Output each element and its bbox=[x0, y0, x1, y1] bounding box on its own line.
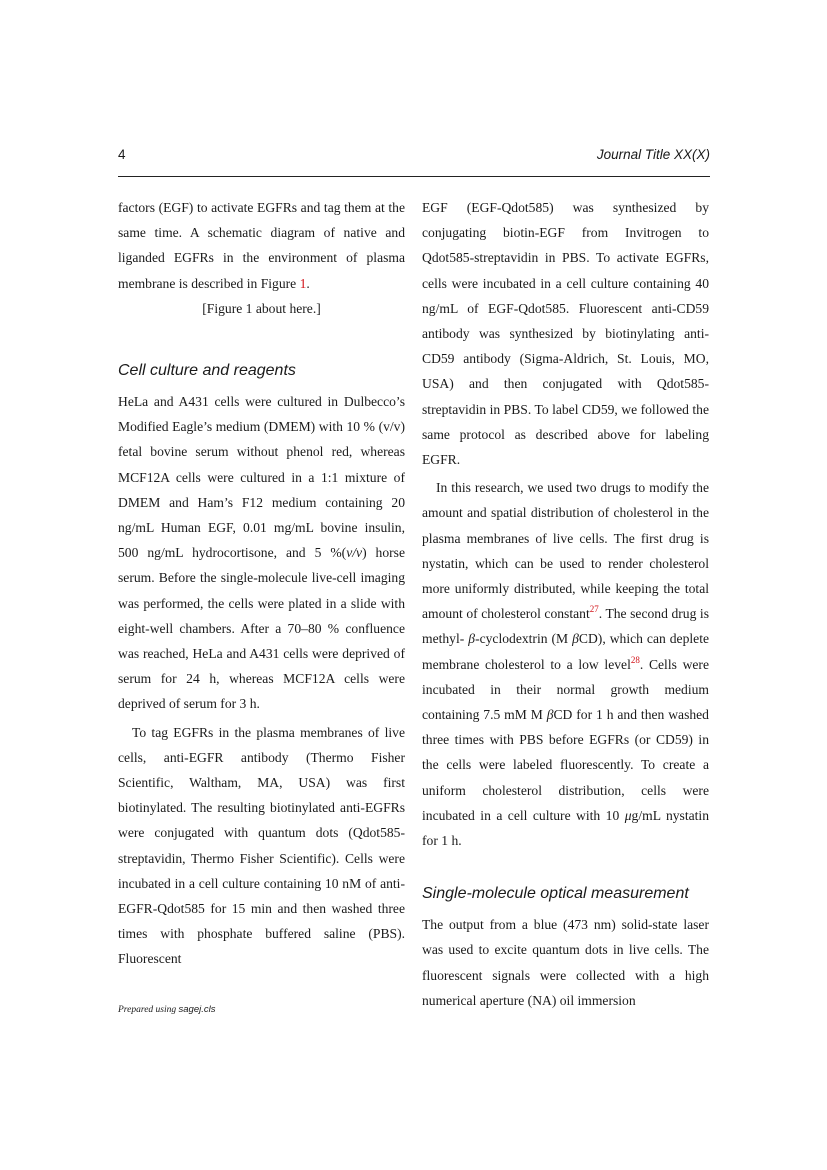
paragraph-drugs bbox=[422, 475, 709, 853]
page-number: 4 bbox=[118, 147, 126, 162]
paragraph-intro bbox=[118, 195, 405, 296]
italic-unit: v/v bbox=[346, 545, 363, 561]
greek-mu: μ bbox=[624, 807, 632, 823]
greek-beta: β bbox=[468, 631, 476, 647]
left-column bbox=[118, 195, 405, 972]
section-heading-optical-measurement: Single-molecule optical measurement bbox=[422, 885, 689, 903]
paragraph-egf-synthesis: EGF (EGF-Qdot585) was synthesized by conjugating biotin-EGF from Invitrogen to Qdot585-streptavidin in PBS. To activate EGFRs, cells were incubated in a cell culture containing 40 ng/mL of EGF-Qdot585. Fluorescent anti-CD59 antibody was synthesized by biotinylating anti-CD59 antibody (Sigma-Aldrich, St. Louis, MO, USA) and then conjugated with Qdot585-streptavidin in PBS. To label CD59, we followed the same protocol as described above for labeling EGFR. bbox=[422, 200, 709, 468]
paragraph-optical: The output from a blue (473 nm) solid-state laser was used to excite quantum dots in live cells. The fluorescent signals were collected with a high numerical aperture (NA) oil immersion bbox=[422, 917, 709, 1008]
paragraph-text: . The second drug is methyl- bbox=[422, 606, 709, 647]
paragraph-text: . Cells were incubated in their normal growth medium containing 7.5 mM M bbox=[422, 656, 709, 723]
paragraph-text: In this research, we used two drugs to modify the amount and spatial distribution of cholesterol in the plasma membranes of live cells. The first drug is nystatin, which can be used to render cholesterol more uniformly distributed, while keeping the total amount of cholesterol constant bbox=[422, 480, 709, 622]
paragraph-text: g/mL nystatin for 1 h. bbox=[422, 807, 709, 849]
paragraph-text: -cyclodextrin (M bbox=[475, 631, 573, 647]
paragraph-tagging: To tag EGFRs in the plasma membranes of live cells, anti-EGFR antibody (Thermo Fisher Scientific, Waltham, MA, USA) was first biotinylated. The resulting biotinylated anti-EGFRs were conjugated with quantum dots (Qdot585-streptavidin, Thermo Fisher Scientific). Cells were incubated in a cell culture containing 10 nM of anti-EGFR-Qdot585 for 15 min and then washed three times with phosphate buffered saline (PBS). Fluorescent bbox=[118, 724, 405, 967]
paragraph-text: ) horse serum. Before the single-molecule live-cell imaging was performed, the cells were plated in a slide with eight-well chambers. After a 70–80 % confluence was reached, HeLa and A431 cells were deprived of serum for 24 h, whereas MCF12A cells were deprived of serum for 3 h. bbox=[118, 545, 406, 712]
paragraph-text: CD), which can deplete membrane cholesterol to a low level bbox=[422, 631, 710, 672]
paragraph-text: HeLa and A431 cells were cultured in Dulbecco’s Modified Eagle’s medium (DMEM) with 10 % (v/v) fetal bovine serum without phenol red, whereas MCF12A cells were cultured in a 1:1 mixture of DMEM and Ham’s F12 medium containing 20 ng/mL Human EGF, 0.01 mg/mL bovine insulin, 500 ng/mL hydrocortisone, and 5 %( bbox=[118, 394, 405, 561]
right-column bbox=[422, 195, 709, 1013]
greek-beta: β bbox=[546, 707, 554, 723]
paragraph-cell-culture bbox=[118, 389, 405, 717]
footer-prefix: Prepared using bbox=[118, 1005, 179, 1015]
running-header bbox=[118, 147, 710, 167]
header-rule bbox=[118, 176, 710, 177]
section-heading-cell-culture: Cell culture and reagents bbox=[118, 362, 296, 380]
figure-placeholder: [Figure 1 about here.] bbox=[202, 300, 321, 316]
paragraph-text: CD for 1 h and then washed three times with PBS before EGFRs (or CD59) in the cells were labeled fluorescently. To create a uniform cholesterol distribution, cells were incubated in a cell culture with 10 bbox=[422, 707, 709, 823]
paragraph-text: factors (EGF) to activate EGFRs and tag them at the same time. A schematic diagram of native and liganded EGFRs in the environment of plasma membrane is described in Figure bbox=[118, 200, 405, 291]
journal-title: Journal Title XX(X) bbox=[596, 147, 710, 162]
citation-ref-27[interactable]: 27 bbox=[589, 604, 599, 615]
figure-ref-link[interactable]: 1 bbox=[299, 275, 307, 291]
greek-beta: β bbox=[572, 631, 579, 647]
paragraph-text: . bbox=[306, 275, 310, 291]
footer-class-name: sagej.cls bbox=[178, 1004, 216, 1015]
citation-ref-28[interactable]: 28 bbox=[630, 654, 640, 665]
footer-note bbox=[118, 1004, 215, 1015]
